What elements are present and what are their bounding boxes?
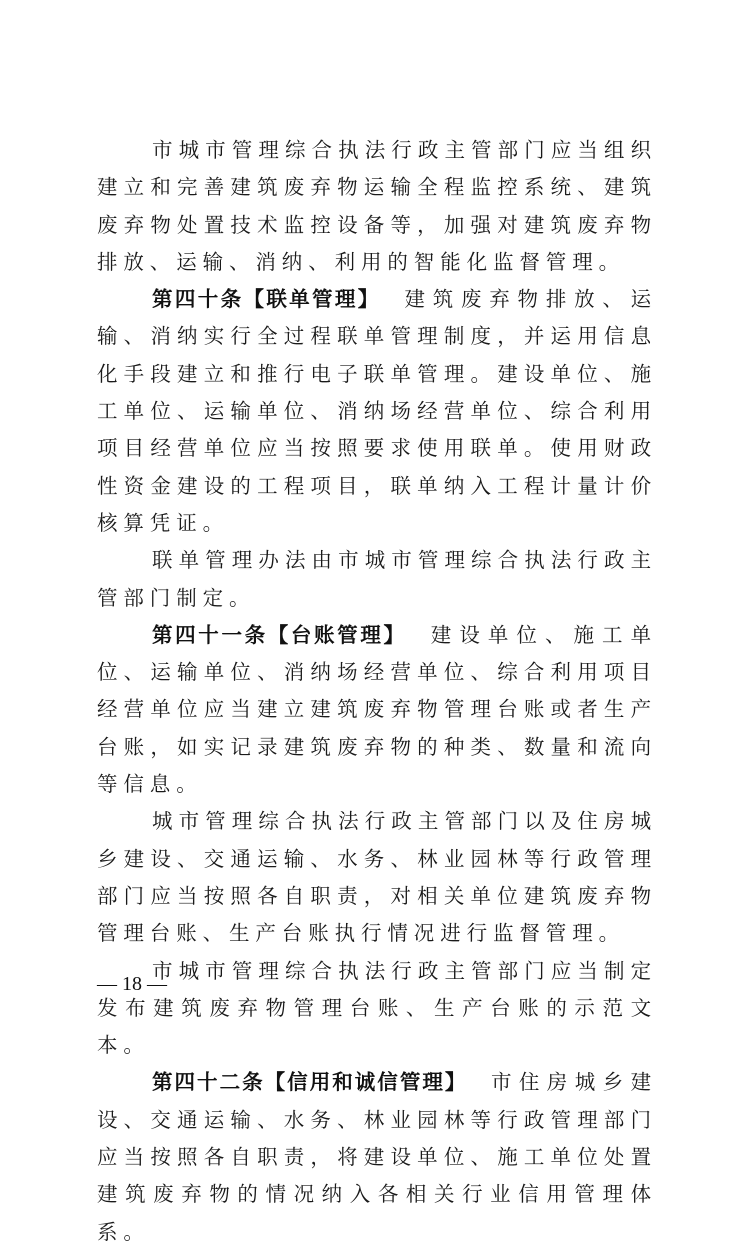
article-41: [97, 617, 657, 803]
paragraph: [97, 803, 657, 952]
paragraph-text: 建筑废弃物排放、运输、消纳实行全过程联单管理制度，并运用信息化手段建立和推行电子联单管理。建设单位、施工单位、运输单位、消纳场经营单位、综合利用项目经营单位应当按照要求使用联单。使用财政性资金建设的工程项目，联单纳入工程计量计价核算凭证。: [97, 287, 658, 535]
article-heading: 第四十一条【台账管理】: [152, 622, 407, 647]
paragraph-text: 联单管理办法由市城市管理综合执法行政主管部门制定。: [97, 548, 657, 610]
paragraph: [97, 542, 657, 617]
paragraph-text: 市城市管理综合执法行政主管部门应当组织建立和完善建筑废弃物运输全程监控系统、建筑废弃物处置技术监控设备等，加强对建筑废弃物排放、运输、消纳、利用的智能化监督管理。: [97, 138, 657, 274]
paragraph: [97, 953, 657, 1065]
article-heading: 第四十条【联单管理】: [152, 287, 381, 312]
document-body: [97, 132, 657, 1251]
paragraph: [97, 132, 657, 281]
paragraph-text: 市住房城乡建设、交通运输、水务、林业园林等行政管理部门应当按照各自职责，将建设单位、施工单位处置建筑废弃物的情况纳入各相关行业信用管理体系。: [97, 1070, 657, 1244]
article-40: [97, 281, 657, 542]
page-number: — 18 —: [97, 973, 167, 995]
paragraph-text: 建设单位、施工单位、运输单位、消纳场经营单位、综合利用项目经营单位应当建立建筑废弃物管理台账或者生产台账，如实记录建筑废弃物的种类、数量和流向等信息。: [97, 622, 658, 797]
article-heading: 第四十二条【信用和诚信管理】: [152, 1070, 468, 1095]
article-42: [97, 1064, 657, 1250]
paragraph-text: 市城市管理综合执法行政主管部门应当制定发布建筑废弃物管理台账、生产台账的示范文本。: [97, 958, 657, 1058]
paragraph-text: 城市管理综合执法行政主管部门以及住房城乡建设、交通运输、水务、林业园林等行政管理部门应当按照各自职责，对相关单位建筑废弃物管理台账、生产台账执行情况进行监督管理。: [97, 809, 657, 946]
